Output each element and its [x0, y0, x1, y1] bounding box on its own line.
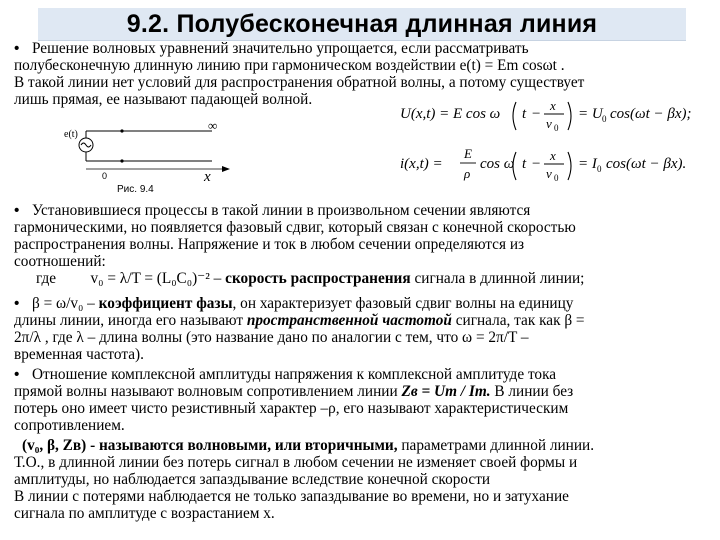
- infinity-label: ∞: [208, 123, 218, 133]
- i-frac2-den: v: [546, 166, 552, 181]
- u-frac-sub: 0: [554, 123, 559, 133]
- bullet: •: [14, 295, 20, 312]
- origin-label: 0: [102, 171, 108, 181]
- section-wave-impedance: [14, 367, 698, 435]
- bullet: •: [14, 366, 20, 383]
- i-eq-lhs: i(x,t) =: [400, 156, 443, 172]
- svg-text:−: −: [532, 156, 541, 172]
- sine-icon: [81, 143, 91, 147]
- title-bar: [38, 8, 686, 41]
- s4-line-4: сопротивлением.: [14, 416, 125, 434]
- u-eq-t: t: [522, 106, 527, 122]
- s5-line-1-b: параметрами длинной линии.: [401, 437, 595, 454]
- s2-where: где: [36, 269, 57, 287]
- s3-line-4: временная частота).: [14, 345, 144, 363]
- i-eq-rhs: = I: [578, 156, 597, 172]
- intro-line-4: лишь прямая, ее называют падающей волной.: [14, 90, 313, 108]
- i-eq-rhs-tail: cos(ωt − βx).: [606, 156, 687, 172]
- s3-line-3: 2π/λ , где λ – длина волны (это название дано по аналогии с тем, что ω = 2π/T –: [14, 328, 529, 346]
- s2-line-1: Установившиеся процессы в такой линии в произвольном сечении являются: [32, 202, 531, 219]
- s5-line-4: В линии с потерями наблюдается не только запаздывание во времени, но и затухание: [14, 487, 569, 505]
- s3-line-2-c: сигнала, так как β =: [455, 311, 585, 329]
- s2-velocity-term: скорость распространения: [225, 269, 411, 287]
- s5-line-2: Т.О., в длинной линии без потерь сигнал в любом сечении не изменяет своей формы и: [14, 453, 578, 471]
- u-eq-rhs-tail: cos(ωt − βx);: [610, 106, 692, 122]
- figure-caption: Рис. 9.4: [117, 184, 154, 195]
- source-label: e(t): [64, 129, 78, 140]
- u-eq-lhs: U(x,t) = E cos ω: [400, 106, 501, 122]
- bullet: •: [14, 202, 20, 219]
- s2-line-4: соотношений:: [14, 252, 106, 270]
- i-frac2-sub: 0: [554, 173, 559, 183]
- s4-line-3: потерь оно имеет чисто резистивный характер –ρ, его называют характеристическим: [14, 399, 569, 417]
- s5-line-1-a: (v₀, β, Zв) - называются волновыми, или вторичными,: [22, 437, 398, 454]
- i-frac2-num: x: [550, 148, 556, 163]
- s2-line-2: гармоническими, но появляется фазовый сдвиг, который связан с конечной скоростью: [14, 218, 576, 236]
- s3-formula: β = ω/v₀ –: [32, 295, 95, 312]
- i-frac-num: E: [464, 146, 472, 161]
- s5-line-3: амплитуды, но наблюдается запаздывание вследствие конечной скорости: [14, 470, 491, 488]
- s4-line-2-c: В линии без: [494, 382, 574, 400]
- u-frac-num: x: [550, 98, 556, 113]
- i-rhs-sub: 0: [597, 164, 602, 174]
- i-eq-cos: cos ω: [480, 156, 515, 172]
- s3-line-1-tail: , он характеризует фазовый сдвиг волны на единицу: [232, 295, 574, 312]
- s3-line-2-a: длины линии, иногда его называют: [14, 311, 244, 329]
- s2-velocity-formula: v₀ = λ/T = (L₀C₀)⁻² –: [90, 269, 222, 287]
- slide-title: 9.2. Полубесконечная длинная линия: [126, 10, 598, 38]
- s2-velocity-tail: сигнала в длинной линии;: [414, 269, 585, 287]
- section-conclusion: [14, 438, 698, 523]
- i-eq-t: t: [522, 156, 527, 172]
- intro-line-2: полубесконечную длинную линию при гармоническом воздействии e(t) = Em cosωt .: [14, 56, 565, 74]
- bullet: •: [14, 40, 20, 57]
- s4-line-1: Отношение комплексной амплитуды напряжения к комплексной амплитуде тока: [32, 366, 557, 383]
- s3-spatial-frequency: пространственной частотой: [246, 311, 452, 329]
- section-phase-coefficient: [14, 296, 698, 364]
- section-steady-state: [14, 203, 698, 288]
- u-eq-rhs: = U: [578, 106, 603, 122]
- s5-line-5: сигнала по амплитуде с возрастанием x.: [14, 504, 275, 522]
- s2-line-3: распространения волны. Напряжение и ток в любом сечении определяются из: [14, 235, 525, 253]
- x-axis-label: x: [204, 169, 211, 185]
- x-axis-arrow-icon: [222, 166, 230, 172]
- u-frac-den: v: [546, 116, 552, 131]
- s3-term: коэффициент фазы: [98, 295, 233, 312]
- intro-line-1: Решение волновых уравнений значительно упрощается, если рассматривать: [32, 40, 529, 57]
- s4-line-2-a: прямой волны называют волновым сопротивлением линии: [14, 382, 398, 400]
- i-frac-den: ρ: [464, 166, 471, 181]
- s4-impedance-formula: Zв = Um / Im.: [401, 382, 491, 400]
- svg-text:−: −: [532, 106, 541, 122]
- intro-line-3: В такой линии нет условий для распространения обратной волны, а потому существует: [14, 73, 585, 91]
- u-rhs-sub: 0: [602, 114, 607, 124]
- equations: [398, 90, 698, 202]
